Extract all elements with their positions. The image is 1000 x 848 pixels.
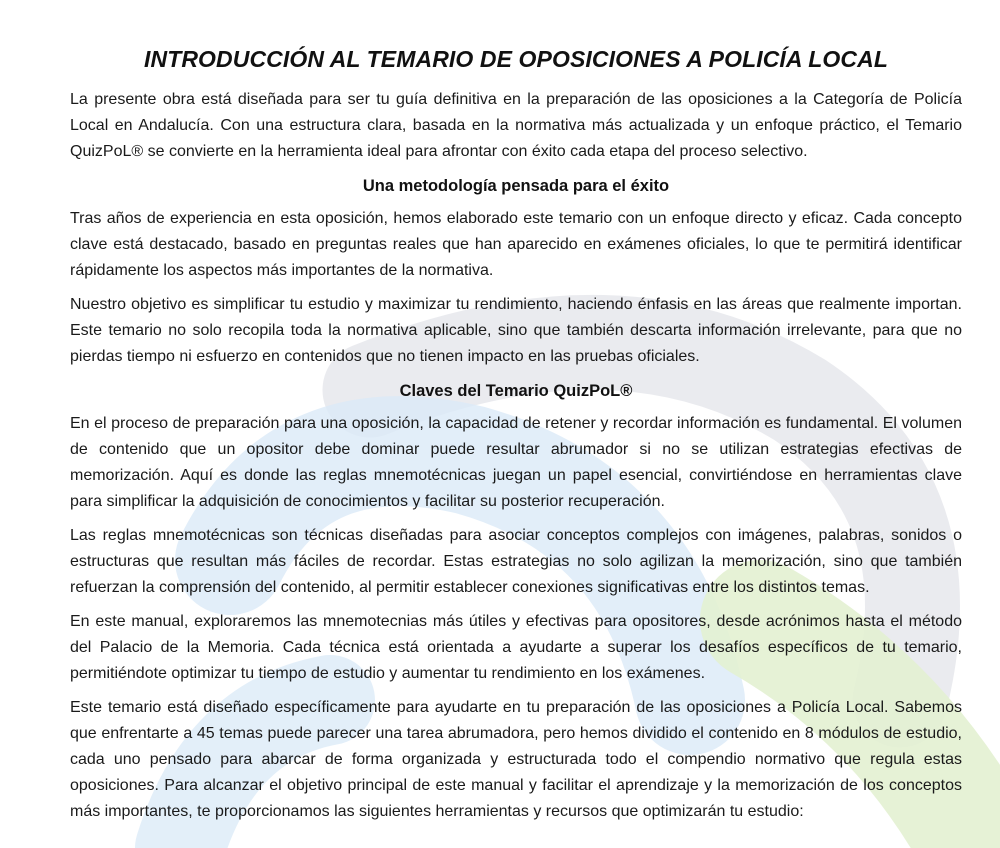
keys-paragraph-4: Este temario está diseñado específicamente para ayudarte en tu preparación de las oposiciones a Policía Local. Sabemos que enfrentarte a 45 temas puede parecer una tarea abrumadora, pero hemos dividido el contenido en 8 módulos de estudio, cada uno pensado para abarcar de forma organizada y estructurada todo el compendio normativo que regula estas oposiciones. Para alcanzar el objetivo principal de este manual y facilitar el aprendizaje y la memorización de los conceptos más importantes, te proporcionamos las siguientes herramientas y recursos que optimizarán tu estudio: bbox=[70, 699, 962, 820]
methodology-paragraph-2: Nuestro objetivo es simplificar tu estudio y maximizar tu rendimiento, haciendo énfasis en las áreas que realmente importan. Este temario no solo recopila toda la normativa aplicable, sino que también descarta información irrelevante, para que no pierdas tiempo ni esfuerzo en contenidos que no tienen impacto en las pruebas oficiales. bbox=[70, 296, 962, 365]
document-title: INTRODUCCIÓN AL TEMARIO DE OPOSICIONES A POLICÍA LOCAL bbox=[144, 46, 888, 72]
intro-paragraph: La presente obra está diseñada para ser tu guía definitiva en la preparación de las oposiciones a la Categoría de Policía Local en Andalucía. Con una estructura clara, basada en la normativa más actualizada y un enfoque práctico, el Temario QuizPoL® se convierte en la herramienta ideal para afrontar con éxito cada etapa del proceso selectivo. bbox=[70, 91, 962, 160]
keys-paragraph-1: En el proceso de preparación para una oposición, la capacidad de retener y recordar información es fundamental. El volumen de contenido que un opositor debe dominar puede resultar abrumador si no se utilizan estrategias efectivas de memorización. Aquí es donde las reglas mnemotécnicas juegan un papel esencial, convirtiéndose en herramientas clave para simplificar la adquisición de conocimientos y facilitar su posterior recuperación. bbox=[70, 415, 962, 510]
keys-paragraph-2: Las reglas mnemotécnicas son técnicas diseñadas para asociar conceptos complejos con imágenes, palabras, sonidos o estructuras que resultan más fáciles de recordar. Estas estrategias no solo agilizan la memorización, sino que también refuerzan la comprensión del contenido, al permitir establecer conexiones significativas entre los distintos temas. bbox=[70, 527, 962, 596]
methodology-paragraph-1: Tras años de experiencia en esta oposición, hemos elaborado este temario con un enfoque directo y eficaz. Cada concepto clave está destacado, basado en preguntas reales que han aparecido en exámenes oficiales, lo que te permitirá identificar rápidamente los aspectos más importantes de la normativa. bbox=[70, 210, 962, 279]
section-heading-methodology: Una metodología pensada para el éxito bbox=[362, 177, 670, 195]
section-heading-keys: Claves del Temario QuizPoL® bbox=[399, 382, 633, 400]
keys-paragraph-3: En este manual, exploraremos las mnemotecnias más útiles y efectivas para opositores, desde acrónimos hasta el método del Palacio de la Memoria. Cada técnica está orientada a ayudarte a superar los desafíos específicos de tu temario, permitiéndote optimizar tu tiempo de estudio y aumentar tu rendimiento en los exámenes. bbox=[70, 613, 962, 682]
